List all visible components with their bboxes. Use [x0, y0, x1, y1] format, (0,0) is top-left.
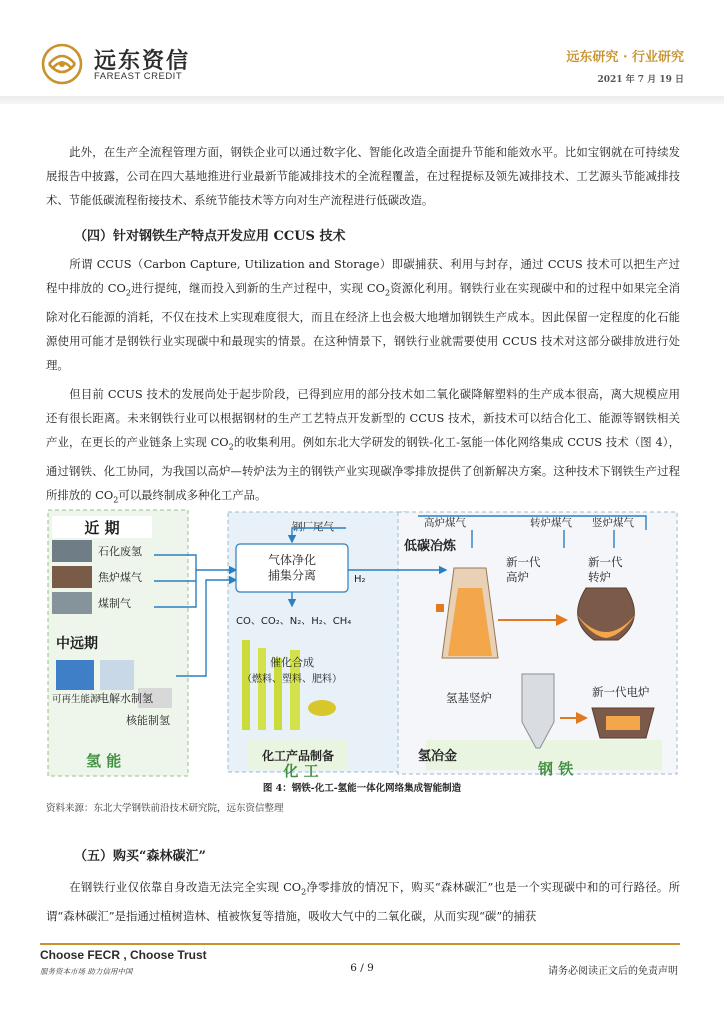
- footer-tagline: Choose FECR , Choose Trust: [40, 948, 207, 962]
- chem-tank-2: [258, 648, 266, 730]
- gas1-label: 石化废氢: [98, 545, 142, 558]
- products-label: （燃料、塑料、肥料）: [242, 674, 342, 685]
- brand-name-en: FAREAST CREDIT: [94, 71, 183, 82]
- gas2-label: 焦炉煤气: [98, 571, 142, 584]
- page-number: 6 / 9: [350, 962, 374, 974]
- purify-label: 气体净化捕集分离: [267, 553, 317, 583]
- steel-label: 钢 铁: [538, 760, 574, 778]
- h2-label: H₂: [354, 574, 366, 585]
- low-carbon-label: 低碳冶炼: [404, 539, 457, 554]
- nuclear-label: 核能制氢: [126, 714, 170, 727]
- brand-name-cn: 远东资信: [94, 49, 191, 74]
- footer-disclaimer: 请务必阅读正文后的免责声明: [548, 966, 678, 977]
- bof-gas-label: 转炉煤气: [530, 517, 572, 529]
- chemical-label: 化 工: [283, 762, 319, 778]
- gases-label: CO、CO₂、N₂、H₂、CH₄: [236, 616, 352, 627]
- near-term-label: 近 期: [84, 519, 120, 537]
- electrolysis-photo: [100, 660, 134, 690]
- electric-furnace-melt: [606, 716, 640, 730]
- heading-ccus: （四）针对钢铁生产特点开发应用 CCUS 技术: [74, 229, 346, 244]
- coal-gas-photo: [52, 592, 92, 614]
- figure-source: 资料来源：东北大学钢铁前沿技术研究院，远东资信整理: [46, 803, 284, 814]
- heading-forest-carbon: （五）购买“森林碳汇”: [74, 849, 206, 864]
- paragraph-forest-carbon: 在钢铁行业仅依靠自身改造无法完全实现 $CO_2$净零排放的情况下，购买“森林碳汇”也是一个实现碳中和的可行路径。所谓“森林碳汇”是指通过植树造林、植被恢复等措施，吸收大气中的二氧化碳，从而实现“碳”的捕获: [46, 880, 680, 924]
- petrochem-photo: [52, 540, 92, 562]
- chem-tank-1: [242, 640, 250, 730]
- fareast-logo-icon: [40, 42, 84, 86]
- header-divider: [0, 96, 724, 104]
- ore-marker: [436, 604, 444, 612]
- figure-caption: 图 4：钢铁-化工-氢能一体化网络集成智能制造: [262, 783, 462, 794]
- mid-long-term-label: 中远期: [56, 636, 98, 652]
- gas3-label: 煤制气: [98, 597, 131, 610]
- steel-chem-hydrogen-diagram: [46, 508, 679, 778]
- paragraph-ccus-definition: 所谓 CCUS（Carbon Capture, Utilization and Storage）即碳捕获、利用与封存，通过 CCUS 技术可以把生产过程中排放的 $CO_2$进行提纯，继而投入到新的生产过程中，实现 $CO_2$资源化利用。钢铁行业在实现碳中和的过程中如果完全消除对化石能源的消耗，不仅在技术上实现难度很大，而且在经济上也会极大地增加钢铁生产成本。因此保留一定程度的化石能源使用可能才是钢铁行业实现碳中和最现实的情景。在这种情景下，钢铁行业就需要使用 CCUS 技术对这部分碳排放进行处理。: [46, 257, 680, 373]
- footer-divider: [40, 943, 680, 945]
- shaft-gas-label: 竖炉煤气: [592, 517, 634, 529]
- report-section: 远东研究 · 行业研究: [566, 50, 684, 65]
- chem-products-label: 化工产品制备: [261, 749, 335, 763]
- hydrogen-energy-label: 氢 能: [86, 752, 122, 770]
- paragraph-digital: 此外，在生产全流程管理方面，钢铁企业可以通过数字化、智能化改造全面提升节能和能效水平。比如宝钢就在可持续发展报告中披露，公司在四大基地推进行业最新节能减排技术的全流程覆盖，在过程提标及领先减排技术、工艺源头节能减排技术、节能低碳流程衔接技术、系统节能技术等方向对生产流程进行低碳改造。: [46, 145, 680, 207]
- new-eaf-label: 新一代电炉: [592, 685, 650, 699]
- steel-tail-gas-label: 钢厂尾气: [292, 521, 334, 533]
- catalysis-label: 催化合成: [270, 656, 314, 669]
- bf-gas-label: 高炉煤气: [424, 517, 466, 529]
- electrolysis-label: 电解水制氢: [98, 692, 153, 705]
- report-date: 2021 年 7 月 19 日: [597, 75, 684, 85]
- footer-slogan: 服务资本市场 助力信用中国: [40, 967, 133, 976]
- new-bf-label: 新一代高炉: [506, 555, 541, 584]
- h2-shaft-label: 氢基竖炉: [446, 691, 492, 705]
- new-bof-label: 新一代转炉: [588, 555, 623, 584]
- coke-photo: [52, 566, 92, 588]
- paragraph-ccus-development: 但目前 CCUS 技术的发展尚处于起步阶段，已得到应用的部分技术如二氧化碳降解塑料的生产成本很高，离大规模应用还有很长距离。未来钢铁行业可以根据钢材的生产工艺特点开发新型的 CCUS 技术，新技术可以结合化工、能源等钢铁相关产业，在更长的产业链条上实现 $CO_2$的收集利用。例如东北大学研发的钢铁-化工-氢能一体化网络集成 CCUS 技术（图 4），通过钢铁、化工协同，为我国以高炉—转炉法为主的钢铁产业实现碳净零排放提供了创新解决方案。这种技术下钢铁生产过程所排放的 $CO_2$可以最终制成多种化工产品。: [46, 387, 680, 505]
- h2-metallurgy-label: 氢冶金: [418, 749, 458, 764]
- chem-tank-5: [308, 700, 336, 716]
- solar-panel-photo: [56, 660, 94, 690]
- renewable-label: 可再生能源: [52, 694, 100, 705]
